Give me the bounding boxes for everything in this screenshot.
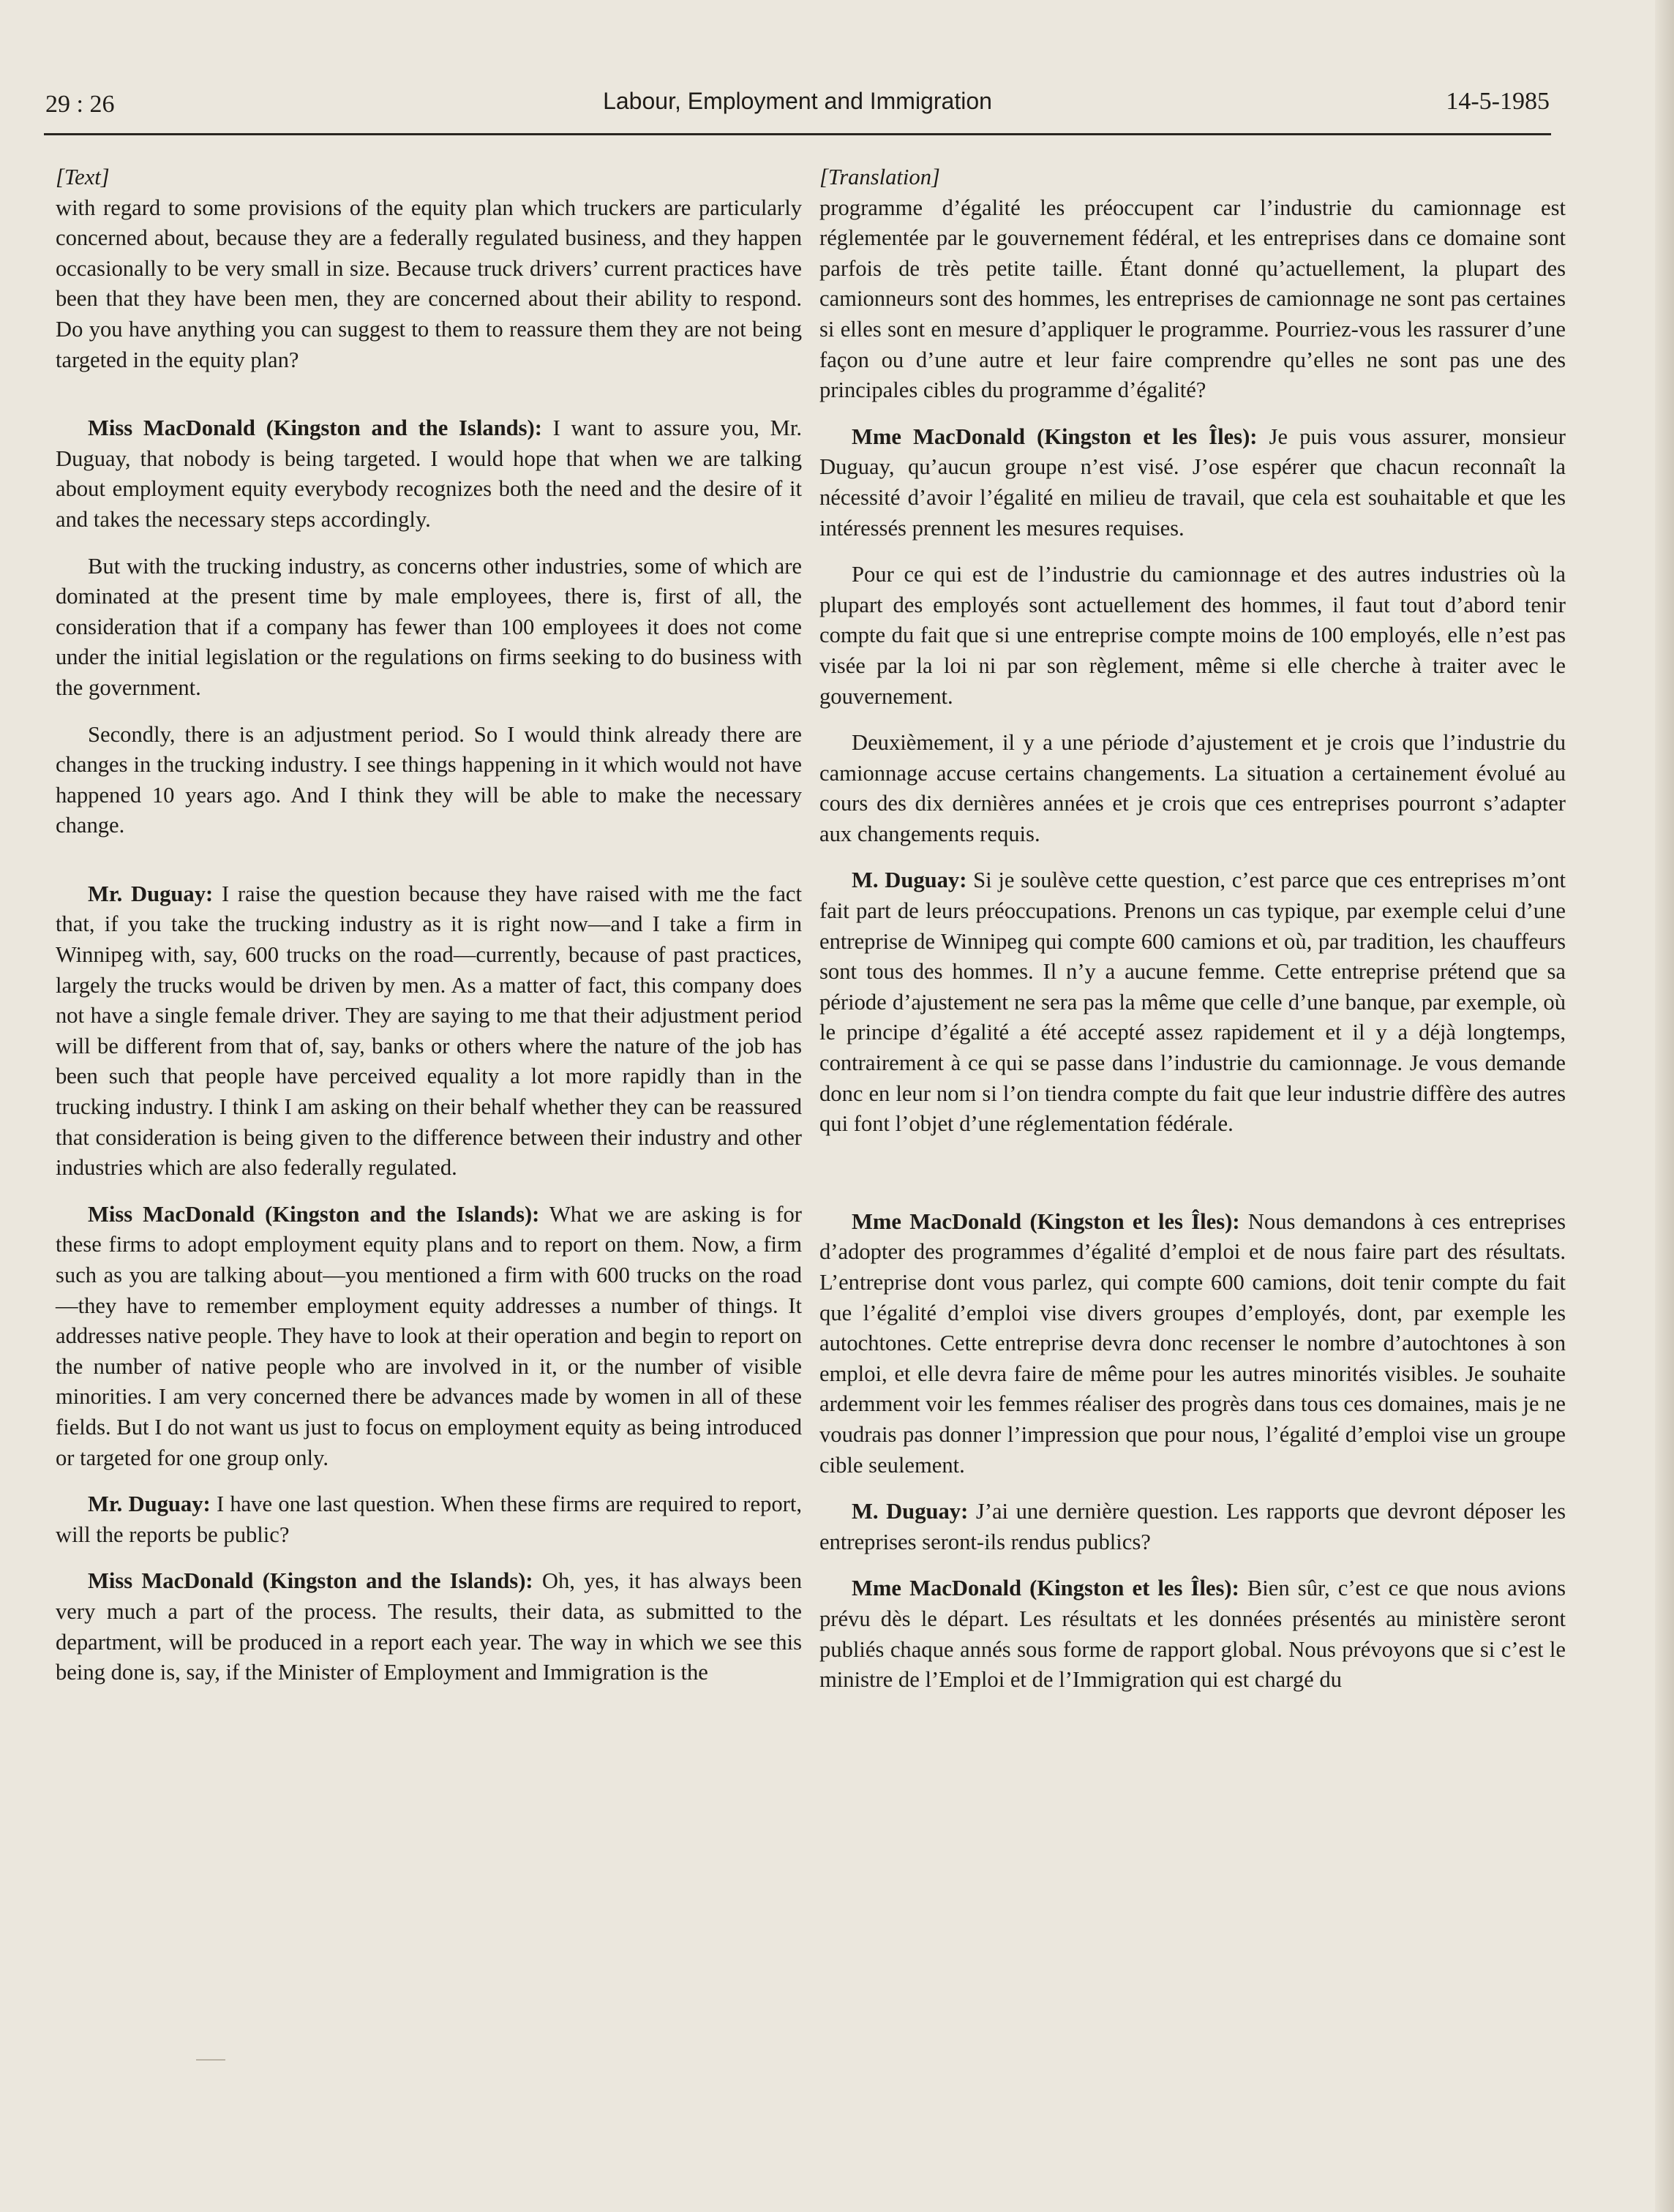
paragraph — [819, 560, 1566, 712]
issue-date: 14-5-1985 — [1446, 88, 1550, 115]
paragraph — [56, 1200, 802, 1473]
paragraph-text: programme d’égalité les préoccupent car l’industrie du camionnage est réglementée par le gouvernement fédéral, et les entreprises dans ce domaine sont parfois de très petite taille. Étant donné qu’actuellement, la plupart des camionneurs sont des hommes, les entreprises de camionnage ne sont pas certaines si elles sont en mesure d’appliquer le programme. Pourriez-vous les rassurer d’une façon ou d’une autre et leur faire comprendre qu’elles ne sont pas une des principales cibles du programme d’égalité? — [819, 195, 1566, 403]
paragraph-text: J’ai une dernière question. Les rapports que devront déposer les entreprises seront-ils rendus publics? — [819, 1499, 1566, 1554]
paragraph — [819, 422, 1566, 543]
paragraph-text: Si je soulève cette question, c’est parce que ces entreprises m’ont fait part de leurs préoccupations. Prenons un cas typique, par exemple celui d’une entreprise de Winnipeg qui compte 600 camions et où, par tradition, les chauffeurs sont tous des hommes. Il n’y a aucune femme. Cette entreprise prétend que sa période d’ajustement ne sera pas la même que celle d’une banque, par exemple, où le principe d’égalité a été accepté assez rapidement et il y a déjà longtemps, contrairement à ce qui se passe dans l’industrie du camionnage. Je vous demande donc en leur nom si l’on tiendra compte du fait que leur industrie diffère des autres qui font l’objet d’une réglementation fédérale. — [819, 868, 1566, 1137]
speaker-name: Miss MacDonald (Kingston and the Islands): — [88, 1201, 540, 1227]
paragraph-text: with regard to some provisions of the equity plan which truckers are particularly concerned about, because they are a federally regulated business, and they happen occasionally to be very small in size. Because truck drivers’ current practices have been that they have been men, they are concerned about their ability to respond. Do you have anything you can suggest to them to reassure them they are not being targeted in the equity plan? — [56, 195, 802, 372]
paragraph — [819, 1497, 1566, 1557]
speaker-name: Miss MacDonald (Kingston and the Islands): — [88, 1568, 533, 1594]
print-mark — [196, 2059, 225, 2061]
paragraph — [56, 1489, 802, 1550]
speaker-name: Mr. Duguay: — [88, 881, 214, 906]
paragraph — [56, 552, 802, 704]
speaker-name: Mme MacDonald (Kingston et les Îles): — [852, 424, 1258, 449]
page-edge — [1655, 0, 1674, 2212]
paragraph — [819, 865, 1566, 1139]
english-column — [56, 162, 802, 1688]
paragraph-text: What we are asking is for these firms to adopt employment equity plans and to report on them. Now, a firm such as you are talking about—you mentioned a firm with 600 trucks on the road—they have to remember employment equity addresses a number of things. It addresses native people. They have to look at their operation and begin to report on the number of native people who are involved in it, or the number of visible minorities. I am very concerned there be advances made by women in all of these fields. But I do not want us just to focus on employment equity as being introduced or targeted for one group only. — [56, 1201, 802, 1470]
speaker-name: Mme MacDonald (Kingston et les Îles): — [852, 1576, 1239, 1601]
paragraph — [819, 1573, 1566, 1695]
speaker-name: Miss MacDonald (Kingston and the Islands): — [88, 415, 542, 441]
paragraph-text: Bien sûr, c’est ce que nous avions prévu dès le départ. Les résultats et les données présentés au ministère seront publiés chaque annés sous forme de rapport global. Nous prévoyons que si c’est le ministre de l’Emploi et de l’Immigration qui est chargé du — [819, 1576, 1566, 1693]
paragraph-text: I want to assure you, Mr. Duguay, that nobody is being targeted. I would hope that when we are talking about employment equity everybody recognizes both the need and the desire of it and takes the necessary steps accordingly. — [56, 415, 802, 532]
paragraph-text: I raise the question because they have raised with me the fact that, if you take the trucking industry as it is right now—and I take a firm in Winnipeg with, say, 600 trucks on the road—currently, because of past practices, largely the trucks would be driven by men. As a matter of fact, this company does not have a single female driver. They are saying to me that their adjustment period will be different from that of, say, banks or others where the nature of the job has been such that people have perceived equality a lot more rapidly than in the trucking industry. I think I am asking on their behalf whether they can be reassured that consideration is being given to the difference between their industry and other industries which are also federally regulated. — [56, 881, 802, 1181]
speaker-name: Mr. Duguay: — [88, 1491, 211, 1517]
paragraph-text: Je puis vous assurer, monsieur Duguay, qu’aucun groupe n’est visé. J’ose espérer que chacun reconnaît la nécessité d’avoir l’égalité en milieu de travail, que cela est souhaitable et que les intéressés prennent les mesures requises. — [819, 424, 1566, 541]
paragraph — [56, 879, 802, 1184]
paragraph-text: Oh, yes, it has always been very much a part of the process. The results, their data, as submitted to the department, will be produced in a report each year. The way in which we see this being done is, say, if the Minister of Employment and Immigration is the — [56, 1568, 802, 1685]
paragraph — [819, 193, 1566, 406]
paragraph — [56, 1566, 802, 1688]
paragraph — [56, 193, 802, 376]
speaker-name: Mme MacDonald (Kingston et les Îles): — [852, 1208, 1240, 1234]
speaker-name: M. Duguay: — [852, 868, 967, 893]
page-number: 29 : 26 — [45, 91, 115, 118]
running-header — [44, 82, 1551, 135]
paragraph-text: Nous demandons à ces entreprises d’adopter des programmes d’égalité d’emploi et de nous faire part des résultats. L’entreprise dont vous parlez, qui compte 600 camions, doit tenir compte du fait que l’égalité d’emploi vise divers groupes d’employés, dont, par exemple les autochtones. Cette entreprise devra donc recenser le nombre d’autochtones à son emploi, et elle devra faire de même pour les autres minorités visibles. Je souhaite ardemment voir les femmes réaliser des progrès dans tous ces domaines, mais je ne voudrais pas donner l’impression que pour nous, l’égalité d’emploi vise un groupe cible seulement. — [819, 1208, 1566, 1478]
paragraph-text: Secondly, there is an adjustment period. So I would think already there are changes in the trucking industry. I see things happening in it which would not have happened 10 years ago. And I think they will be able to make the necessary change. — [56, 721, 802, 838]
french-column — [819, 162, 1566, 1696]
paragraph-text: But with the trucking industry, as concerns other industries, some of which are dominated at the present time by male employees, there is, first of all, the consideration that if a company has fewer than 100 employees it does not come under the initial legislation or the regulations on firms seeking to do business with the government. — [56, 553, 802, 700]
paragraph — [819, 1207, 1566, 1481]
publication-title: Labour, Employment and Immigration — [603, 88, 992, 114]
paragraph — [56, 720, 802, 841]
column-tag: [Text] — [56, 165, 110, 189]
speaker-name: M. Duguay: — [852, 1499, 969, 1524]
paragraph-text: Deuxièmement, il y a une période d’ajustement et je crois que l’industrie du camionnage accuse certains changements. La situation a certainement évolué au cours des dix dernières années et je crois que ces entreprises pourront s’adapter aux changements requis. — [819, 730, 1566, 846]
paragraph — [819, 728, 1566, 849]
paragraph-text: I have one last question. When these firms are required to report, will the reports be public? — [56, 1491, 802, 1547]
column-tag: [Translation] — [819, 165, 940, 189]
paragraph-text: Pour ce qui est de l’industrie du camionnage et des autres industries où la plupart des employés sont actuellement des hommes, il faut tout d’abord tenir compte du fait que si une entreprise compte moins de 100 employés, elle n’est pas visée par la loi ni par son règlement, même si elle cherche à traiter avec le gouvernement. — [819, 562, 1566, 709]
paragraph — [56, 413, 802, 535]
